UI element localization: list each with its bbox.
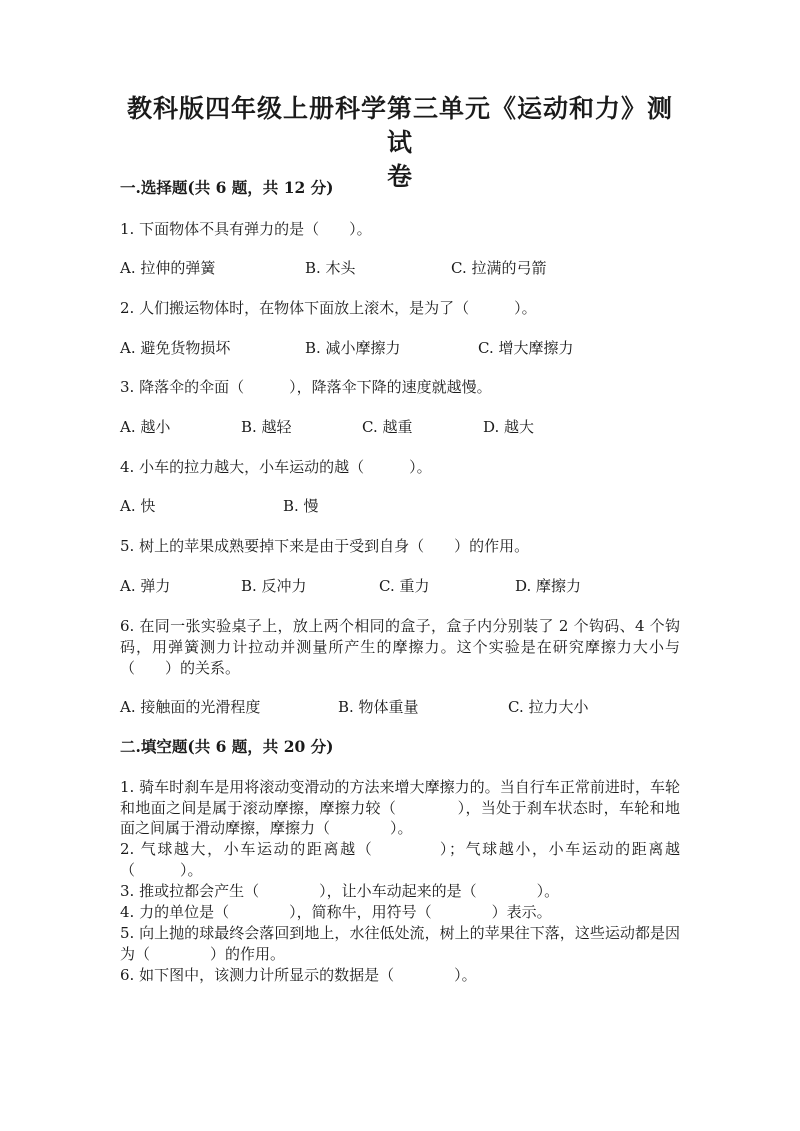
- option-1-6-c: C. 拉力大小: [508, 698, 589, 716]
- option-1-2-b: B. 减小摩擦力: [305, 339, 401, 357]
- option-1-2-a: A. 避免货物损坏: [120, 339, 231, 357]
- option-1-5-a: A. 弹力: [120, 577, 171, 595]
- option-1-5-c: C. 重力: [379, 577, 430, 595]
- question-1-2: 2. 人们搬运物体时，在物体下面放上滚木，是为了（ ）。: [120, 299, 537, 317]
- option-1-2-c: C. 增大摩擦力: [478, 339, 574, 357]
- option-1-4-a: A. 快: [120, 497, 156, 515]
- question-2-6: 6. 如下图中，该测力计所显示的数据是（ ）。: [120, 966, 477, 984]
- question-2-1: 1. 骑车时刹车是用将滚动变滑动的方法来增大摩擦力的。当自行车正常前进时，车轮和地面之间是属于滚动摩擦，摩擦力较（ ），当处于刹车状态时，车轮和地面之间属于滑动摩擦，摩擦力（ ）。: [120, 778, 680, 837]
- option-1-3-d: D. 越大: [483, 418, 535, 436]
- option-1-6-a: A. 接触面的光滑程度: [120, 698, 261, 716]
- section-2-heading: 二.填空题(共 6 题，共 20 分): [120, 737, 334, 756]
- question-1-5: 5. 树上的苹果成熟要掉下来是由于受到自身（ ）的作用。: [120, 537, 530, 555]
- question-2-5: 5. 向上抛的球最终会落回到地上，水往低处流，树上的苹果往下落，这些运动都是因为（ ）的作用。: [120, 924, 680, 963]
- section-1-heading: 一.选择题(共 6 题，共 12 分): [120, 178, 334, 197]
- question-2-2: 2. 气球越大，小车运动的距离越（ ）；气球越小，小车运动的距离越（ ）。: [120, 840, 680, 879]
- page-title-line-2: 卷: [386, 162, 413, 191]
- question-1-3: 3. 降落伞的伞面（ ），降落伞下降的速度就越慢。: [120, 378, 492, 396]
- option-1-6-b: B. 物体重量: [338, 698, 419, 716]
- option-1-1-c: C. 拉满的弓箭: [451, 259, 547, 277]
- option-1-3-a: A. 越小: [120, 418, 171, 436]
- option-1-4-b: B. 慢: [283, 497, 319, 515]
- option-1-5-d: D. 摩擦力: [515, 577, 582, 595]
- option-1-1-a: A. 拉伸的弹簧: [120, 259, 216, 277]
- option-1-3-b: B. 越轻: [241, 418, 292, 436]
- question-2-4: 4. 力的单位是（ ），简称牛，用符号（ ）表示。: [120, 903, 552, 921]
- question-1-6: 6. 在同一张实验桌子上，放上两个相同的盒子，盒子内分别装了 2 个钩码、4 个钩码，用弹簧测力计拉动并测量所产生的摩擦力。这个实验是在研究摩擦力大小与（ ）的关系。: [120, 617, 680, 677]
- option-1-5-b: B. 反冲力: [241, 577, 307, 595]
- page-title-line-1: 教科版四年级上册科学第三单元《运动和力》测试: [126, 94, 673, 157]
- question-1-1: 1. 下面物体不具有弹力的是（ ）。: [120, 220, 372, 238]
- option-1-1-b: B. 木头: [305, 259, 356, 277]
- question-1-4: 4. 小车的拉力越大，小车运动的越（ ）。: [120, 458, 432, 476]
- option-1-3-c: C. 越重: [362, 418, 413, 436]
- question-2-3: 3. 推或拉都会产生（ ），让小车动起来的是（ ）。: [120, 882, 560, 900]
